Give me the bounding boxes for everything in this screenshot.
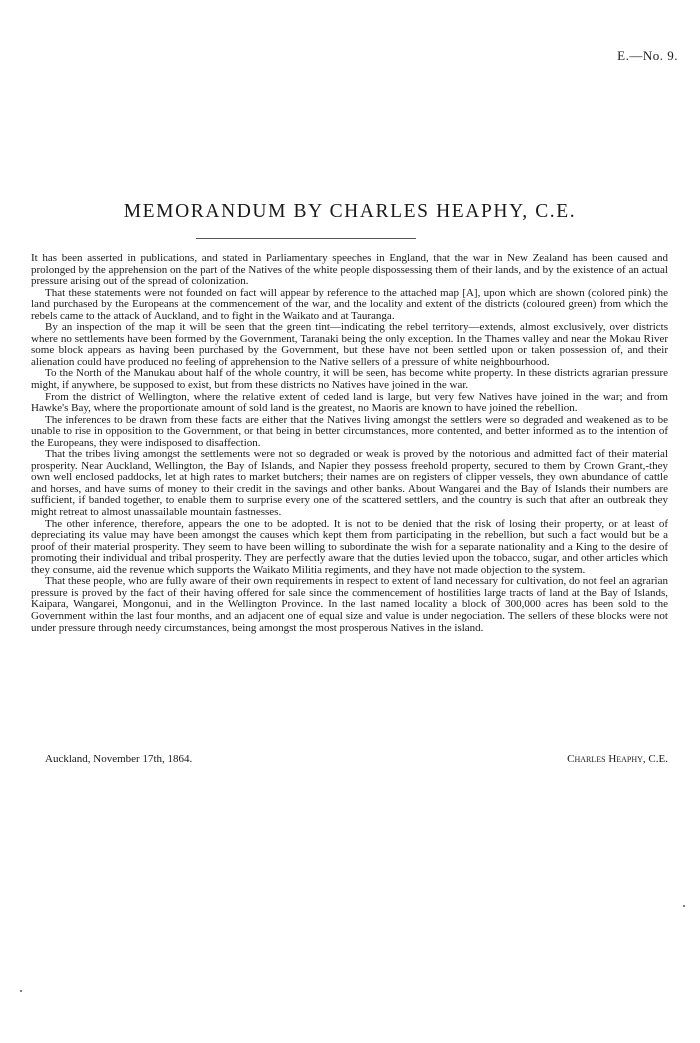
title-rule [196, 238, 416, 239]
page-reference: E.—No. 9. [617, 48, 678, 63]
paragraph-9: That these people, who are fully aware of their own requirements in respect to extent of land necessary for cultivation, do not feel an agrarian pressure is proved by the fact of their having offered for sale since the commencement of hostilities large tracts of land at the Bay of Islands, Kaipara, Wangarei, Mongonui, and in the Wellington Province. In the last named locality a block of 300,000 acres has been sold to the Government within the last four months, and an adjacent one of equal size and value is under negociation. The sellers of these blocks were not under pressure through needy circumstances, being amongst the most prosperous Natives in the island. [31, 575, 668, 634]
paragraph-7: That the tribes living amongst the settlements were not so degraded or weak is proved by the notorious and admitted fact of their material prosperity. Near Auckland, Wellington, the Bay of Islands, and Napier they possess freehold property, secured to them by Crown Grant,-they own well enclosed paddocks, let at high rates to market butchers; their names are on registers of clipper vessels, they own abundance of cattle and horses, and have sums of money to their credit in the savings and other banks. About Wangarei and the Bay of Islands their numbers are sufficient, if banded together, to enable them to surprise every one of the scattered settlers, and the country is such that after an outbreak they might retreat to almost unassailable mountain fastnesses. [31, 448, 668, 519]
paragraph-5: From the district of Wellington, where the relative extent of ceded land is large, but very few Natives have joined in the war; and from Hawke's Bay, where the proportionate amount of sold land is the greatest, no Maoris are known to have joined the rebellion. [31, 390, 668, 415]
paragraph-3: By an inspection of the map it will be seen that the green tint—indicating the rebel territory—extends, almost exclusively, over districts where no settlements have been formed by the Government, Taranaki being the only exception. In the Thames valley and near the Mokau River some block appears as having been purchased by the Government, but these have not been settled upon or taken possession of, and their alienation could have produced no feeling of apprehension to the Native sellers of a pressure of white neighbourhood. [31, 321, 668, 368]
margin-mark [683, 905, 685, 907]
memorandum-body [31, 253, 668, 634]
signature-date: Auckland, November 17th, 1864. [45, 753, 193, 765]
paragraph-2: That these statements were not founded on fact will appear by reference to the attached map [A], upon which are shown (colored pink) the land purchased by the Europeans at the commencement of the war, and the locality and extent of the districts (coloured green) from which the rebels came to the attack of Auckland, and to fight in the Waikato and at Tauranga. [31, 286, 668, 322]
paragraph-8: The other inference, therefore, appears the one to be adopted. It is not to be denied that the risk of losing their property, or at least of depreciating its value may have been amongst the causes which kept them from participating in the rebellion, but such a fact would but be a proof of their material prosperity. They seem to have been willing to subordinate the wish for a separate nationality and a King to the desire of promoting their individual and tribal prosperity. They are perfectly aware that the duties levied upon the tobacco, sugar, and other articles which they consume, aid the revenue which supports the Waikato Militia regiments, and they have not made objection to the system. [31, 517, 668, 576]
document-title: MEMORANDUM BY CHARLES HEAPHY, C.E. [123, 201, 577, 222]
margin-mark [20, 990, 22, 992]
paragraph-4: To the North of the Manukau about half of the whole country, it will be seen, has become white property. In these districts agrarian pressure might, if anywhere, be supposed to exist, but from these districts no Natives have joined in the war. [31, 367, 668, 392]
signature-name: Charles Heaphy, C.E. [567, 753, 668, 765]
paragraph-1: It has been asserted in publications, and stated in Parliamentary speeches in England, that the war in New Zealand has been caused and prolonged by the apprehension on the part of the Natives of the white people dispossessing them of their lands, and by the existence of an actual pressure arising out of the spread of colonization. [31, 252, 668, 288]
paragraph-6: The inferences to be drawn from these facts are either that the Natives living amongst the settlers were so degraded and weakened as to be unable to rise in opposition to the Government, or that being in better circumstances, more contented, and better informed as to the intention of the Europeans, they were indisposed to disaffection. [31, 413, 668, 449]
